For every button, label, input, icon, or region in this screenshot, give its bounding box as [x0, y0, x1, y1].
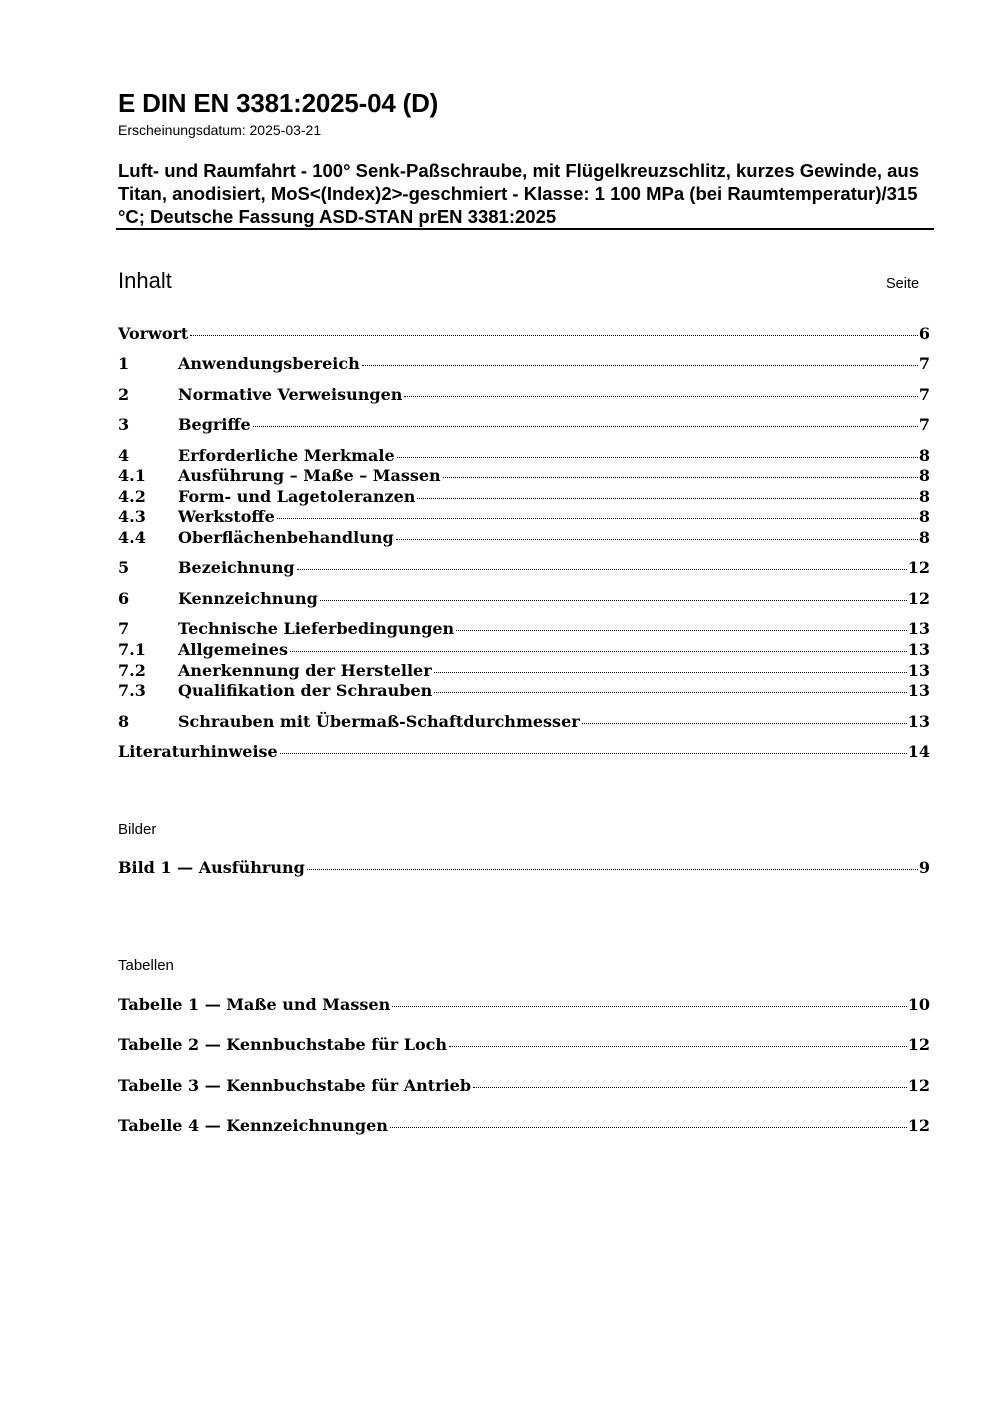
toc-entry-label: Literaturhinweise: [118, 742, 278, 761]
document-id: E DIN EN 3381:2025-04 (D): [118, 88, 439, 118]
toc-entry-page: 8: [918, 507, 930, 526]
leader-dots: [582, 723, 907, 724]
toc-entry-3[interactable]: [118, 415, 930, 437]
toc-entry-number: 6: [118, 589, 130, 608]
toc-entry-label: Ausführung – Maße – Massen: [178, 466, 441, 485]
toc-heading: Inhalt: [118, 268, 172, 293]
toc-entry-number: 7.1: [118, 640, 146, 659]
toc-entry-page: 14: [907, 742, 930, 761]
toc-entry-page: 8: [918, 466, 930, 485]
table-entry-label: Tabelle 2 — Kennbuchstabe für Loch: [118, 1035, 447, 1054]
toc-entry-number: 3: [118, 415, 130, 434]
table-entry-4[interactable]: [118, 1116, 930, 1138]
table-entry-page: 10: [907, 995, 930, 1014]
toc-entry-page: 8: [918, 446, 930, 465]
tables-heading: Tabellen: [118, 957, 174, 974]
toc-entry-page: 6: [918, 324, 930, 343]
table-entry-page: 12: [907, 1076, 930, 1095]
toc-entry-label: Anerkennung der Hersteller: [178, 661, 432, 680]
toc-entry-page: 7: [918, 415, 930, 434]
toc-entry-page: 13: [907, 681, 930, 700]
toc-entry-5[interactable]: [118, 558, 930, 580]
toc-entry-page: 13: [907, 619, 930, 638]
toc-entry-label: Begriffe: [178, 415, 251, 434]
toc-entry-number: 4.3: [118, 507, 146, 526]
toc-entry-1[interactable]: [118, 354, 930, 376]
table-entry-label: Tabelle 1 — Maße und Massen: [118, 995, 391, 1014]
toc-entry-label: Werkstoffe: [178, 507, 275, 526]
leader-dots: [307, 869, 918, 870]
leader-dots: [396, 539, 918, 540]
table-entry-1[interactable]: [118, 995, 930, 1017]
leader-dots: [404, 396, 917, 397]
toc-entry-page: 12: [907, 589, 930, 608]
toc-entry-4-2[interactable]: [118, 487, 930, 509]
leader-dots: [190, 335, 918, 336]
toc-entry-7-2[interactable]: [118, 661, 930, 683]
toc-entry-4-3[interactable]: [118, 507, 930, 529]
table-entry-label: Tabelle 3 — Kennbuchstabe für Antrieb: [118, 1076, 472, 1095]
toc-entry-7[interactable]: [118, 619, 930, 641]
table-entry-3[interactable]: [118, 1076, 930, 1098]
toc-entry-label: Oberflächenbehandlung: [178, 528, 394, 547]
toc-entry-7-3[interactable]: [118, 681, 930, 703]
table-entry-page: 12: [907, 1116, 930, 1135]
figure-entry-label: Bild 1 — Ausführung: [118, 858, 305, 877]
toc-entry-label: Erforderliche Merkmale: [178, 446, 395, 465]
toc-entry-7-1[interactable]: [118, 640, 930, 662]
toc-entry-label: Form- und Lagetoleranzen: [178, 487, 416, 506]
leader-dots: [473, 1087, 907, 1088]
leader-dots: [417, 498, 917, 499]
toc-entry-6[interactable]: [118, 589, 930, 611]
leader-dots: [253, 426, 918, 427]
toc-entry-vorwort[interactable]: [118, 324, 930, 346]
toc-entry-label: Bezeichnung: [178, 558, 295, 577]
leader-dots: [456, 630, 907, 631]
publication-date: Erscheinungsdatum: 2025-03-21: [118, 122, 322, 138]
leader-dots: [297, 569, 907, 570]
toc-entry-number: 7: [118, 619, 130, 638]
toc-entry-label: Schrauben mit Übermaß-Schaftdurchmesser: [178, 712, 580, 731]
toc-entry-4-1[interactable]: [118, 466, 930, 488]
toc-entry-number: 8: [118, 712, 130, 731]
toc-entry-literaturhinweise[interactable]: [118, 742, 930, 764]
toc-entry-4[interactable]: [118, 446, 930, 468]
leader-dots: [280, 753, 907, 754]
toc-entry-number: 2: [118, 385, 130, 404]
figure-entry-1[interactable]: [118, 858, 930, 880]
toc-entry-page: 8: [918, 487, 930, 506]
table-entry-label: Tabelle 4 — Kennzeichnungen: [118, 1116, 388, 1135]
toc-entry-number: 5: [118, 558, 130, 577]
toc-entry-page: 12: [907, 558, 930, 577]
leader-dots: [390, 1127, 907, 1128]
table-entry-page: 12: [907, 1035, 930, 1054]
toc-entry-number: 4.1: [118, 466, 146, 485]
toc-entry-label: Allgemeines: [178, 640, 288, 659]
toc-entry-2[interactable]: [118, 385, 930, 407]
toc-entry-number: 4.4: [118, 528, 146, 547]
title-divider: [116, 228, 934, 230]
toc-entry-page: 8: [918, 528, 930, 547]
toc-entry-label: Anwendungsbereich: [178, 354, 360, 373]
toc-entry-number: 1: [118, 354, 130, 373]
leader-dots: [434, 672, 907, 673]
toc-entry-page: 13: [907, 640, 930, 659]
leader-dots: [362, 365, 918, 366]
toc-entry-label: Vorwort: [118, 324, 189, 343]
toc-entry-number: 7.2: [118, 661, 146, 680]
leader-dots: [449, 1046, 907, 1047]
figure-entry-page: 9: [918, 858, 930, 877]
leader-dots: [290, 651, 907, 652]
toc-entry-number: 4.2: [118, 487, 146, 506]
toc-entry-4-4[interactable]: [118, 528, 930, 550]
leader-dots: [443, 477, 918, 478]
toc-entry-page: 13: [907, 712, 930, 731]
leader-dots: [320, 600, 907, 601]
toc-entry-label: Normative Verweisungen: [178, 385, 403, 404]
table-entry-2[interactable]: [118, 1035, 930, 1057]
toc-entry-label: Kennzeichnung: [178, 589, 318, 608]
toc-entry-page: 7: [918, 354, 930, 373]
toc-entry-page: 7: [918, 385, 930, 404]
figures-heading: Bilder: [118, 821, 157, 838]
leader-dots: [277, 518, 918, 519]
leader-dots: [434, 692, 906, 693]
toc-entry-number: 7.3: [118, 681, 146, 700]
page-column-label: Seite: [886, 276, 920, 292]
toc-entry-8[interactable]: [118, 712, 930, 734]
toc-entry-page: 13: [907, 661, 930, 680]
leader-dots: [397, 457, 918, 458]
toc-entry-label: Technische Lieferbedingungen: [178, 619, 455, 638]
toc-entry-number: 4: [118, 446, 130, 465]
toc-entry-label: Qualifikation der Schrauben: [178, 681, 433, 700]
document-title: Luft- und Raumfahrt - 100° Senk-Paßschraube, mit Flügelkreuzschlitz, kurzes Gewinde, aus Titan, anodisiert, MoS<(Index)2>-geschmiert - Klasse: 1 100 MPa (bei Raumtemperatur)/315 °C; Deutsche Fassung ASD-STAN prEN 3381:2025: [118, 160, 920, 227]
leader-dots: [392, 1006, 907, 1007]
